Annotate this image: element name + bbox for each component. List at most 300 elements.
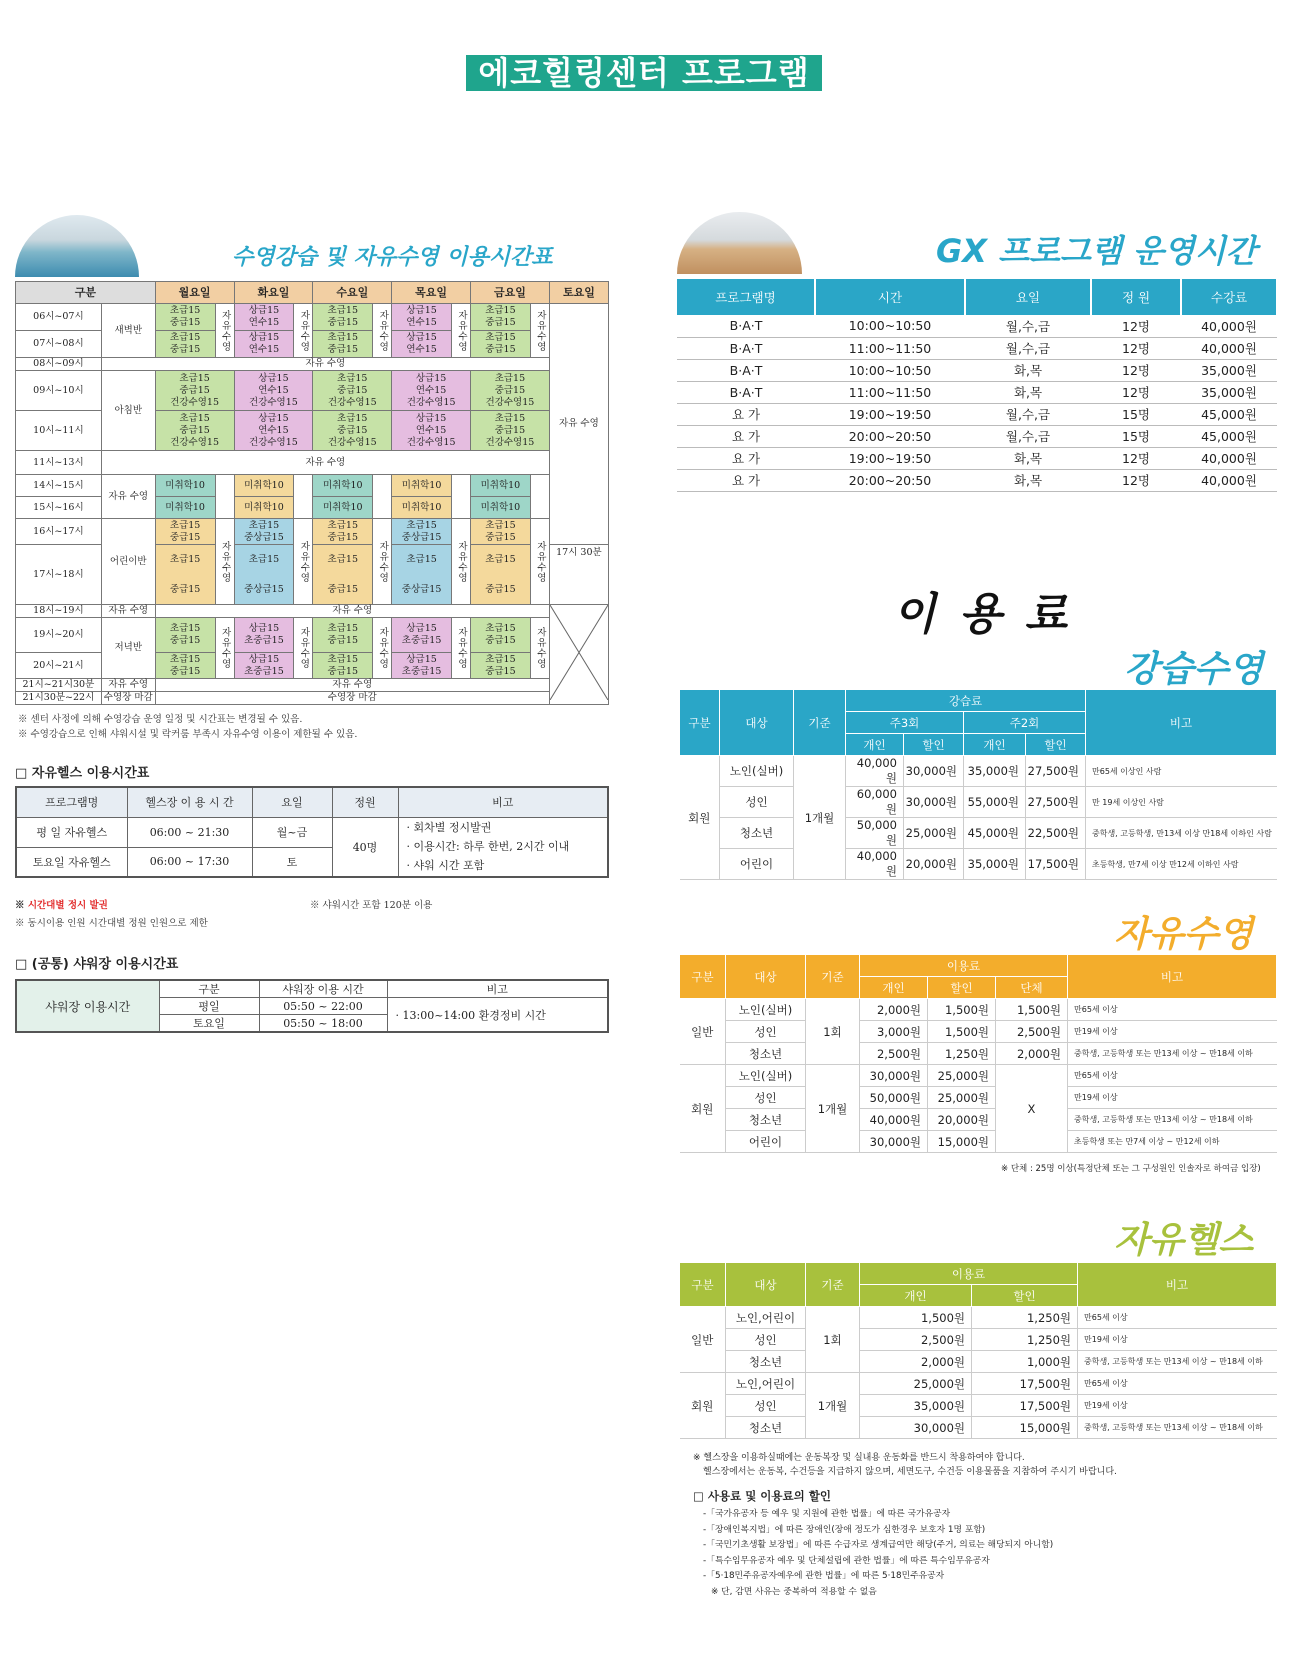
time-cell: 08시~09시: [16, 358, 102, 371]
time-cell: 06시~07시: [16, 304, 102, 331]
gx-cell: 15명: [1091, 403, 1181, 425]
shower-label: 샤워장 이용시간: [16, 980, 159, 1032]
lesson-fee: 22,500원: [1026, 818, 1086, 849]
gx-cell: 11:00~11:50: [815, 337, 965, 359]
freehealth-head: 기준: [806, 1263, 860, 1307]
free-swim-vertical: 자유수영: [215, 304, 234, 358]
time-cell: 07시~08시: [16, 331, 102, 358]
freehealth-basis: 1개월: [806, 1373, 860, 1439]
class-cell: 초급15 중급15: [313, 304, 373, 331]
free-swim-vertical: 자유수영: [215, 519, 234, 605]
lesson-fee: 27,500원: [1026, 756, 1086, 787]
freeswim-fee: 2,500원: [996, 1021, 1068, 1043]
freeswim-remark: 만19세 이상: [1068, 1021, 1277, 1043]
class-cell: 미취학10: [471, 497, 531, 519]
gx-cell: 40,000원: [1181, 469, 1277, 491]
lesson-group: 회원: [680, 756, 720, 880]
lesson-fee: 30,000원: [904, 787, 964, 818]
gx-cell: B·A·T: [677, 315, 815, 337]
health-time: 06:00 ~ 21:30: [127, 817, 252, 847]
freeswim-fee: 1,500원: [928, 999, 996, 1021]
freehealth-row: [680, 1395, 1277, 1417]
shower-time: 05:50 ~ 18:00: [259, 1015, 387, 1033]
gx-cell: 요 가: [677, 469, 815, 491]
gx-cell: 월,수,금: [965, 425, 1091, 447]
freehealth-remark: 만65세 이상: [1078, 1307, 1277, 1329]
class-cell: 초급15 중급15: [471, 618, 531, 653]
freehealth-row: [680, 1373, 1277, 1395]
shower-head: 비고: [387, 980, 608, 998]
lesson-fee-table: [679, 689, 1277, 880]
freeswim-fee: 30,000원: [860, 1065, 928, 1087]
health-note-3: ※ 동시이용 인원 시간대별 정원 인원으로 제한: [15, 918, 208, 929]
freeswim-remark: 중학생, 고등학생 또는 만13세 이상 ~ 만18세 이하: [1068, 1043, 1277, 1065]
discount-item: -「장애인복지법」에 따른 장애인(장애 정도가 심한경우 보호자 1명 포함): [703, 1524, 986, 1535]
period-cell: 어린이반: [101, 519, 155, 605]
health-note-1: ※ 시간대별 정시 발권: [15, 900, 108, 911]
free-swim-row: 자유 수영: [101, 358, 549, 371]
lesson-title: 강습수영: [1124, 649, 1264, 690]
class-cell: 미취학10: [313, 475, 373, 497]
freehealth-fee: 30,000원: [860, 1417, 972, 1439]
discount-note: ※ 단, 감면 사유는 중복하여 적용할 수 없음: [711, 1586, 877, 1597]
gx-cell: 요 가: [677, 447, 815, 469]
free-swim-vertical: 자유수영: [530, 304, 549, 358]
freeswim-fee: 1,250원: [928, 1043, 996, 1065]
lesson-row: [680, 787, 1277, 818]
freeswim-remark: 초등학생 또는 만7세 이상 ~ 만12세 이하: [1068, 1131, 1277, 1153]
class-cell: 초급15 중급15: [471, 331, 531, 358]
freeswim-fee-table: [679, 954, 1277, 1153]
gx-cell: 12명: [1091, 469, 1181, 491]
lesson-fee: 35,000원: [964, 756, 1026, 787]
period-cell: 자유 수영: [101, 475, 155, 519]
gx-cell: 월,수,금: [965, 403, 1091, 425]
col-head-fri: 금요일: [471, 282, 550, 304]
freehealth-head: 개인: [860, 1285, 972, 1307]
freehealth-head: 구분: [680, 1263, 726, 1307]
lesson-head: 구분: [680, 690, 720, 756]
freehealth-fee: 1,250원: [972, 1307, 1078, 1329]
lesson-fee: 20,000원: [904, 849, 964, 880]
time-cell: 18시~19시: [16, 605, 102, 618]
health-head: 정원: [332, 787, 398, 817]
col-head-tue: 화요일: [234, 282, 313, 304]
gx-cell: 12명: [1091, 381, 1181, 403]
health-name: 평 일 자유헬스: [16, 817, 127, 847]
freehealth-head: 할인: [972, 1285, 1078, 1307]
freehealth-fee: 2,500원: [860, 1329, 972, 1351]
free-swim-vertical: 자유수영: [294, 304, 313, 358]
freeswim-target: 성인: [726, 1021, 806, 1043]
freehealth-target: 성인: [726, 1329, 806, 1351]
gx-cell: 요 가: [677, 425, 815, 447]
gx-cell: 19:00~19:50: [815, 447, 965, 469]
swim-schedule-table: [15, 281, 609, 705]
gx-row: [677, 337, 1277, 359]
discount-title: □ 사용료 및 이용료의 할인: [693, 1489, 831, 1503]
freehealth-target: 청소년: [726, 1417, 806, 1439]
health-note-2: ※ 샤워시간 포함 120분 이용: [310, 900, 433, 911]
class-cell: 초급15 중급15 건강수영15: [471, 371, 550, 411]
freeswim-row: [680, 1131, 1277, 1153]
lesson-target: 청소년: [720, 818, 794, 849]
gx-cell: 11:00~11:50: [815, 381, 965, 403]
col-head-wed: 수요일: [313, 282, 392, 304]
freehealth-group: 회원: [680, 1373, 726, 1439]
class-cell: 초급15 중급15: [313, 519, 373, 545]
freeswim-fee: 30,000원: [860, 1131, 928, 1153]
free-swim-row: 자유 수영: [155, 679, 549, 692]
lesson-remark: 만 19세 이상인 사람: [1086, 787, 1277, 818]
period-cell: 수영장 마감: [101, 692, 155, 705]
freehealth-fee: 2,000원: [860, 1351, 972, 1373]
class-cell: 초급15 중급15: [313, 653, 373, 679]
freeswim-fee: 2,000원: [996, 1043, 1068, 1065]
freeswim-remark: 만19세 이상: [1068, 1087, 1277, 1109]
gx-cell: 화,목: [965, 359, 1091, 381]
class-cell: 미취학10: [155, 475, 215, 497]
class-cell: 상급15 연수15 건강수영15: [392, 371, 471, 411]
freeswim-target: 노인(실버): [726, 1065, 806, 1087]
gx-cell: 12명: [1091, 359, 1181, 381]
gx-cell: 35,000원: [1181, 381, 1277, 403]
gx-head: 요일: [965, 279, 1091, 315]
shower-remark: · 13:00~14:00 환경정비 시간: [387, 998, 608, 1033]
freehealth-remark: 만19세 이상: [1078, 1395, 1277, 1417]
freehealth-title: 자유헬스: [1114, 1220, 1254, 1261]
free-swim-vertical: 자유수영: [452, 304, 471, 358]
freeswim-row: [680, 1021, 1277, 1043]
gx-room-photo: [677, 212, 802, 274]
col-head-thu: 목요일: [392, 282, 471, 304]
lesson-head: 비고: [1086, 690, 1277, 756]
freehealth-remark: 중학생, 고등학생 또는 만13세 이상 ~ 만18세 이하: [1078, 1417, 1277, 1439]
freeswim-fee: 20,000원: [928, 1109, 996, 1131]
gx-cell: 화,목: [965, 381, 1091, 403]
shower-table: [15, 979, 609, 1033]
free-swim-vertical: 자유수영: [452, 519, 471, 605]
swim-note-2: ※ 수영강습으로 인해 샤워시설 및 락커룸 부족시 자유수영 이용이 제한될 수 있음.: [18, 729, 358, 740]
gx-cell: 45,000원: [1181, 403, 1277, 425]
freeswim-target: 노인(실버): [726, 999, 806, 1021]
freeswim-remark: 중학생, 고등학생 또는 만13세 이상 ~ 만18세 이하: [1068, 1109, 1277, 1131]
class-cell: 초급15 중급15: [471, 653, 531, 679]
freeswim-row: [680, 999, 1277, 1021]
class-cell: 상급15 연수15 건강수영15: [234, 371, 313, 411]
lesson-remark: 만65세 이상인 사람: [1086, 756, 1277, 787]
free-swim-vertical: 자유수영: [530, 618, 549, 679]
fees-title: 이 용 료: [893, 589, 1072, 640]
lesson-fee: 50,000원: [846, 818, 904, 849]
lesson-fee: 45,000원: [964, 818, 1026, 849]
swim-schedule-title: 수영강습 및 자유수영 이용시간표: [232, 245, 553, 270]
lesson-row: [680, 756, 1277, 787]
freeswim-remark: 만65세 이상: [1068, 999, 1277, 1021]
gx-cell: 40,000원: [1181, 337, 1277, 359]
lesson-target: 노인(실버): [720, 756, 794, 787]
class-cell: 초급15 중급15 건강수영15: [313, 371, 392, 411]
free-swim-vertical: 자유수영: [373, 519, 392, 605]
lesson-basis: 1개월: [794, 756, 846, 880]
freehealth-row: [680, 1351, 1277, 1373]
lesson-row: [680, 818, 1277, 849]
period-cell: 저녁반: [101, 618, 155, 679]
gx-title: GX 프로그램 운영시간: [936, 232, 1257, 270]
class-cell: 상급15 연수15: [234, 304, 294, 331]
lesson-fee: 35,000원: [964, 849, 1026, 880]
class-cell: 상급15 초중급15: [234, 618, 294, 653]
gx-cell: 20:00~20:50: [815, 425, 965, 447]
lesson-fee: 55,000원: [964, 787, 1026, 818]
free-swim-vertical: 자유수영: [294, 618, 313, 679]
class-cell: 상급15 초중급15: [392, 618, 452, 653]
class-cell: 초급15 중급15: [155, 304, 215, 331]
health-cap: 40명: [332, 817, 398, 877]
freehealth-fee: 15,000원: [972, 1417, 1078, 1439]
gx-cell: 10:00~10:50: [815, 359, 965, 381]
class-cell: 미취학10: [155, 497, 215, 519]
freeswim-head: 개인: [860, 977, 928, 999]
freehealth-fee: 17,500원: [972, 1395, 1078, 1417]
health-title: □ 자유헬스 이용시간표: [15, 766, 150, 781]
freehealth-fee: 1,250원: [972, 1329, 1078, 1351]
class-cell: 미취학10: [234, 497, 294, 519]
gx-cell: 요 가: [677, 403, 815, 425]
free-swim-row: 자유 수영: [101, 451, 549, 475]
freeswim-title: 자유수영: [1114, 914, 1254, 955]
class-cell: 미취학10: [392, 475, 452, 497]
freeswim-target: 어린이: [726, 1131, 806, 1153]
freeswim-head: 비고: [1068, 955, 1277, 999]
freehealth-target: 성인: [726, 1395, 806, 1417]
swim-note-1: ※ 센터 사정에 의해 수영강습 운영 일정 및 시간표는 변경될 수 있음.: [18, 714, 303, 725]
lesson-fee: 60,000원: [846, 787, 904, 818]
gx-head: 프로그램명: [677, 279, 815, 315]
health-day: 토: [252, 847, 332, 877]
lesson-fee: 17,500원: [1026, 849, 1086, 880]
class-cell: 상급15 연수15: [392, 304, 452, 331]
class-cell: 초급15 중급15: [155, 545, 215, 605]
gx-cell: 월,수,금: [965, 315, 1091, 337]
gx-row: [677, 403, 1277, 425]
health-head: 요일: [252, 787, 332, 817]
gx-cell: 35,000원: [1181, 359, 1277, 381]
class-cell: 초급15 중상급15: [392, 545, 452, 605]
gx-row: [677, 469, 1277, 491]
freehealth-remark: 중학생, 고등학생 또는 만13세 이상 ~ 만18세 이하: [1078, 1351, 1277, 1373]
class-cell: 상급15 연수15: [392, 331, 452, 358]
gx-head: 정 원: [1091, 279, 1181, 315]
freeswim-fee: 25,000원: [928, 1087, 996, 1109]
freeswim-row: [680, 1065, 1277, 1087]
free-swim-vertical: 자유수영: [530, 519, 549, 605]
lesson-remark: 초등학생, 만7세 이상 만12세 이하인 사람: [1086, 849, 1277, 880]
gx-cell: 20:00~20:50: [815, 469, 965, 491]
health-day: 월~금: [252, 817, 332, 847]
freeswim-row: [680, 1109, 1277, 1131]
freeswim-fee: 40,000원: [860, 1109, 928, 1131]
gx-cell: 40,000원: [1181, 315, 1277, 337]
gx-cell: 19:00~19:50: [815, 403, 965, 425]
lesson-head: 할인: [1026, 734, 1086, 756]
discount-item: -「국민기초생활 보장법」에 따른 수급자로 생계급여만 해당(주거, 의료는 해당되지 아니함): [703, 1540, 1054, 1550]
freeswim-group: 회원: [680, 1065, 726, 1153]
lesson-remark: 중학생, 고등학생, 만13세 이상 만18세 이하인 사람: [1086, 818, 1277, 849]
sat-free-swim: 자유 수영: [549, 304, 608, 545]
freehealth-fee-table: [679, 1262, 1277, 1439]
class-cell: 초급15 중상급15: [392, 519, 452, 545]
shower-head: 구분: [159, 980, 259, 998]
freeswim-fee: 1,500원: [996, 999, 1068, 1021]
freeswim-head: 이용료: [860, 955, 1068, 977]
freeswim-fee: 50,000원: [860, 1087, 928, 1109]
pool-photo: [15, 215, 139, 277]
discount-item: -「특수임무유공자 예우 및 단체설립에 관한 법률」에 따른 특수임무유공자: [703, 1555, 990, 1566]
freehealth-target: 노인,어린이: [726, 1307, 806, 1329]
class-cell: 초급15 중급15 건강수영15: [155, 371, 234, 411]
gx-row: [677, 359, 1277, 381]
period-cell: 자유 수영: [101, 605, 155, 618]
col-head-gubun: 구분: [16, 282, 156, 304]
class-cell: 상급15 연수15 건강수영15: [392, 411, 471, 451]
freeswim-row: [680, 1087, 1277, 1109]
lesson-head: 강습료: [846, 690, 1086, 712]
class-cell: 초급15 중급15 건강수영15: [471, 411, 550, 451]
free-swim-vertical: 자유수영: [452, 618, 471, 679]
sat-close-note: 17시 30분: [549, 545, 608, 605]
class-cell: 초급15 중급15: [471, 545, 531, 605]
time-cell: 17시~18시: [16, 545, 102, 605]
gx-cell: 월,수,금: [965, 337, 1091, 359]
freeswim-target: 청소년: [726, 1043, 806, 1065]
lesson-fee: 27,500원: [1026, 787, 1086, 818]
class-cell: 미취학10: [234, 475, 294, 497]
freehealth-fee: 1,000원: [972, 1351, 1078, 1373]
gx-cell: B·A·T: [677, 359, 815, 381]
freeswim-fee: 25,000원: [928, 1065, 996, 1087]
sat-closed-cross: [549, 605, 608, 705]
freeswim-head: 할인: [928, 977, 996, 999]
health-table: [15, 786, 609, 878]
gx-row: [677, 381, 1277, 403]
free-swim-vertical: 자유수영: [373, 618, 392, 679]
freehealth-row: [680, 1417, 1277, 1439]
freeswim-note: ※ 단체 : 25명 이상(특정단체 또는 그 구성원인 인솔자로 하여금 입장): [1001, 1164, 1261, 1174]
freehealth-target: 노인,어린이: [726, 1373, 806, 1395]
freeswim-head: 대상: [726, 955, 806, 999]
freeswim-head: 구분: [680, 955, 726, 999]
freehealth-fee: 35,000원: [860, 1395, 972, 1417]
freehealth-fee: 17,500원: [972, 1373, 1078, 1395]
discount-item: -「5·18민주유공자예우에 관한 법률」에 따른 5·18민주유공자: [703, 1571, 945, 1581]
lesson-fee: 40,000원: [846, 849, 904, 880]
freeswim-basis: 1회: [806, 999, 860, 1065]
period-cell: 새벽반: [101, 304, 155, 358]
shower-head: 샤워장 이용 시간: [259, 980, 387, 998]
gx-cell: 화,목: [965, 447, 1091, 469]
health-head: 헬스장 이 용 시 간: [127, 787, 252, 817]
gx-cell: 45,000원: [1181, 425, 1277, 447]
class-cell: 미취학10: [392, 497, 452, 519]
lesson-target: 어린이: [720, 849, 794, 880]
col-head-sat: 토요일: [549, 282, 608, 304]
shower-day: 토요일: [159, 1015, 259, 1033]
close-row: 수영장 마감: [155, 692, 549, 705]
freehealth-group: 일반: [680, 1307, 726, 1373]
freehealth-basis: 1회: [806, 1307, 860, 1373]
class-cell: 초급15 중급15: [155, 519, 215, 545]
class-cell: 초급15 중상급15: [234, 545, 294, 605]
free-swim-vertical: 자유수영: [294, 519, 313, 605]
class-cell: 초급15 중급15: [155, 618, 215, 653]
time-cell: 10시~11시: [16, 411, 102, 451]
class-cell: 미취학10: [471, 475, 531, 497]
time-cell: 19시~20시: [16, 618, 102, 653]
freeswim-group: 일반: [680, 999, 726, 1065]
freeswim-group-na: X: [996, 1065, 1068, 1153]
gx-row: [677, 425, 1277, 447]
free-swim-row: 자유 수영: [155, 605, 549, 618]
lesson-fee: 40,000원: [846, 756, 904, 787]
freeswim-basis: 1개월: [806, 1065, 860, 1153]
freehealth-target: 청소년: [726, 1351, 806, 1373]
class-cell: 초급15 중급15: [313, 618, 373, 653]
page-banner: 에코힐링센터 프로그램: [466, 55, 822, 91]
lesson-head: 할인: [904, 734, 964, 756]
lesson-head: 개인: [846, 734, 904, 756]
gx-cell: 12명: [1091, 315, 1181, 337]
class-cell: 상급15 초중급15: [392, 653, 452, 679]
freeswim-fee: 3,000원: [860, 1021, 928, 1043]
gx-cell: 화,목: [965, 469, 1091, 491]
gx-cell: 40,000원: [1181, 447, 1277, 469]
freehealth-head: 대상: [726, 1263, 806, 1307]
lesson-row: [680, 849, 1277, 880]
time-cell: 20시~21시: [16, 653, 102, 679]
period-cell: 자유 수영: [101, 679, 155, 692]
time-cell: 21시30분~22시: [16, 692, 102, 705]
freeswim-remark: 만65세 이상: [1068, 1065, 1277, 1087]
discount-item: -「국가유공자 등 예우 및 지원에 관한 법률」에 따른 국가유공자: [703, 1509, 951, 1519]
health-head: 비고: [398, 787, 608, 817]
health-time: 06:00 ~ 17:30: [127, 847, 252, 877]
class-cell: 상급15 초중급15: [234, 653, 294, 679]
gx-row: [677, 315, 1277, 337]
gx-cell: 10:00~10:50: [815, 315, 965, 337]
time-cell: 21시~21시30분: [16, 679, 102, 692]
gx-cell: 15명: [1091, 425, 1181, 447]
class-cell: 초급15 중급15 건강수영15: [313, 411, 392, 451]
gx-head: 수강료: [1181, 279, 1277, 315]
lesson-fee: 30,000원: [904, 756, 964, 787]
lesson-head: 주2회: [964, 712, 1086, 734]
class-cell: 초급15 중급15: [313, 545, 373, 605]
class-cell: 초급15 중급15: [471, 304, 531, 331]
freeswim-head: 기준: [806, 955, 860, 999]
freehealth-remark: 만65세 이상: [1078, 1373, 1277, 1395]
free-swim-vertical: 자유수영: [373, 304, 392, 358]
class-cell: 초급15 중급15: [155, 331, 215, 358]
lesson-head: 주3회: [846, 712, 964, 734]
gx-table: [677, 279, 1278, 492]
free-swim-vertical: 자유수영: [215, 618, 234, 679]
time-cell: 14시~15시: [16, 475, 102, 497]
gx-cell: 12명: [1091, 337, 1181, 359]
lesson-head: 개인: [964, 734, 1026, 756]
class-cell: 초급15 중급15: [471, 519, 531, 545]
freeswim-target: 성인: [726, 1087, 806, 1109]
